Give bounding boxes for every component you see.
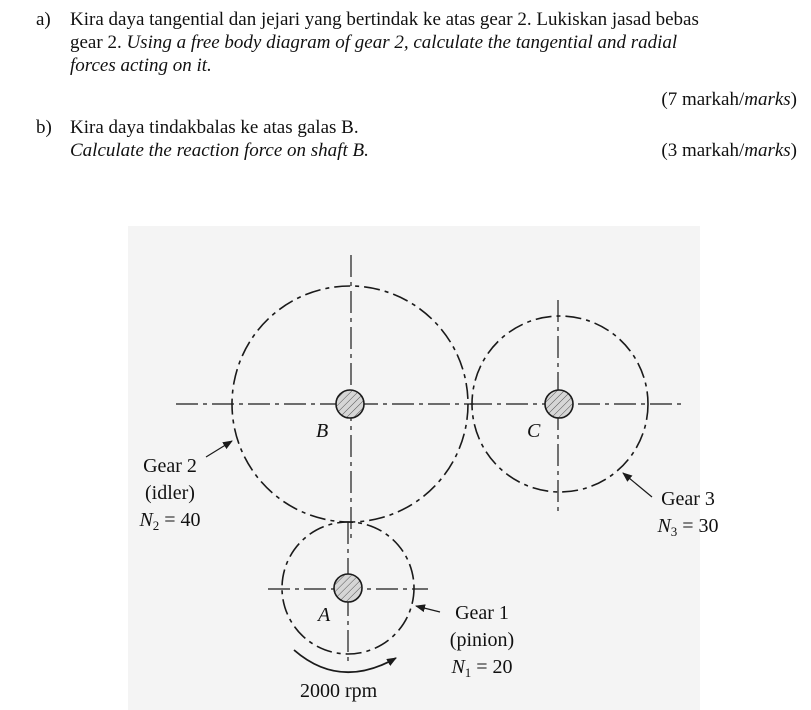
teeth-value: = 40 xyxy=(164,509,201,531)
question-a-line2-english: Using a free body diagram of gear 2, calculate the tangential and radial xyxy=(126,32,678,53)
teeth-subscript: 1 xyxy=(464,665,472,680)
marks-italic: marks xyxy=(744,140,791,161)
gear2-name: Gear 2 xyxy=(143,455,197,477)
question-b-label: b) xyxy=(36,117,52,138)
question-b-line1: Kira daya tindakbalas ke atas galas B. xyxy=(70,117,359,138)
teeth-symbol: N xyxy=(657,515,671,537)
gear2-annotation xyxy=(122,455,218,537)
teeth-value: = 20 xyxy=(476,656,513,678)
speed-label: 2000 rpm xyxy=(300,680,378,702)
teeth-subscript: 2 xyxy=(152,518,160,533)
marks-suffix: ) xyxy=(790,89,797,110)
gear3-name: Gear 3 xyxy=(661,488,715,510)
shaft-a-icon xyxy=(334,574,362,602)
gear1-name: Gear 1 xyxy=(455,602,509,624)
gear1-note: (pinion) xyxy=(449,629,515,651)
marks-italic: marks xyxy=(744,89,791,110)
gear1-teeth xyxy=(432,656,532,684)
gear2-teeth xyxy=(122,509,218,537)
shaft-c-label: C xyxy=(527,420,541,442)
gear1-annotation xyxy=(432,602,532,684)
teeth-subscript: 3 xyxy=(670,524,678,539)
question-a-line3: forces acting on it. xyxy=(70,55,212,76)
teeth-symbol: N xyxy=(139,509,153,531)
gear3-annotation xyxy=(640,488,736,543)
marks-prefix: (7 markah/ xyxy=(661,89,745,110)
shaft-c-icon xyxy=(545,390,573,418)
marks-prefix: (3 markah/ xyxy=(661,140,745,161)
gear2-note: (idler) xyxy=(145,482,195,504)
question-b-line2: Calculate the reaction force on shaft B. xyxy=(70,140,369,161)
marks-suffix: ) xyxy=(790,140,797,161)
question-a-line2-malay: gear 2. xyxy=(70,32,127,53)
shaft-b-label: B xyxy=(316,420,329,442)
shaft-a-label: A xyxy=(318,604,331,626)
gear3-teeth xyxy=(640,515,736,543)
shaft-b-icon xyxy=(336,390,364,418)
question-a-label: a) xyxy=(36,9,51,30)
teeth-value: = 30 xyxy=(682,515,719,537)
question-a-line1: Kira daya tangential dan jejari yang bertindak ke atas gear 2. Lukiskan jasad bebas xyxy=(70,9,699,30)
teeth-symbol: N xyxy=(451,656,465,678)
